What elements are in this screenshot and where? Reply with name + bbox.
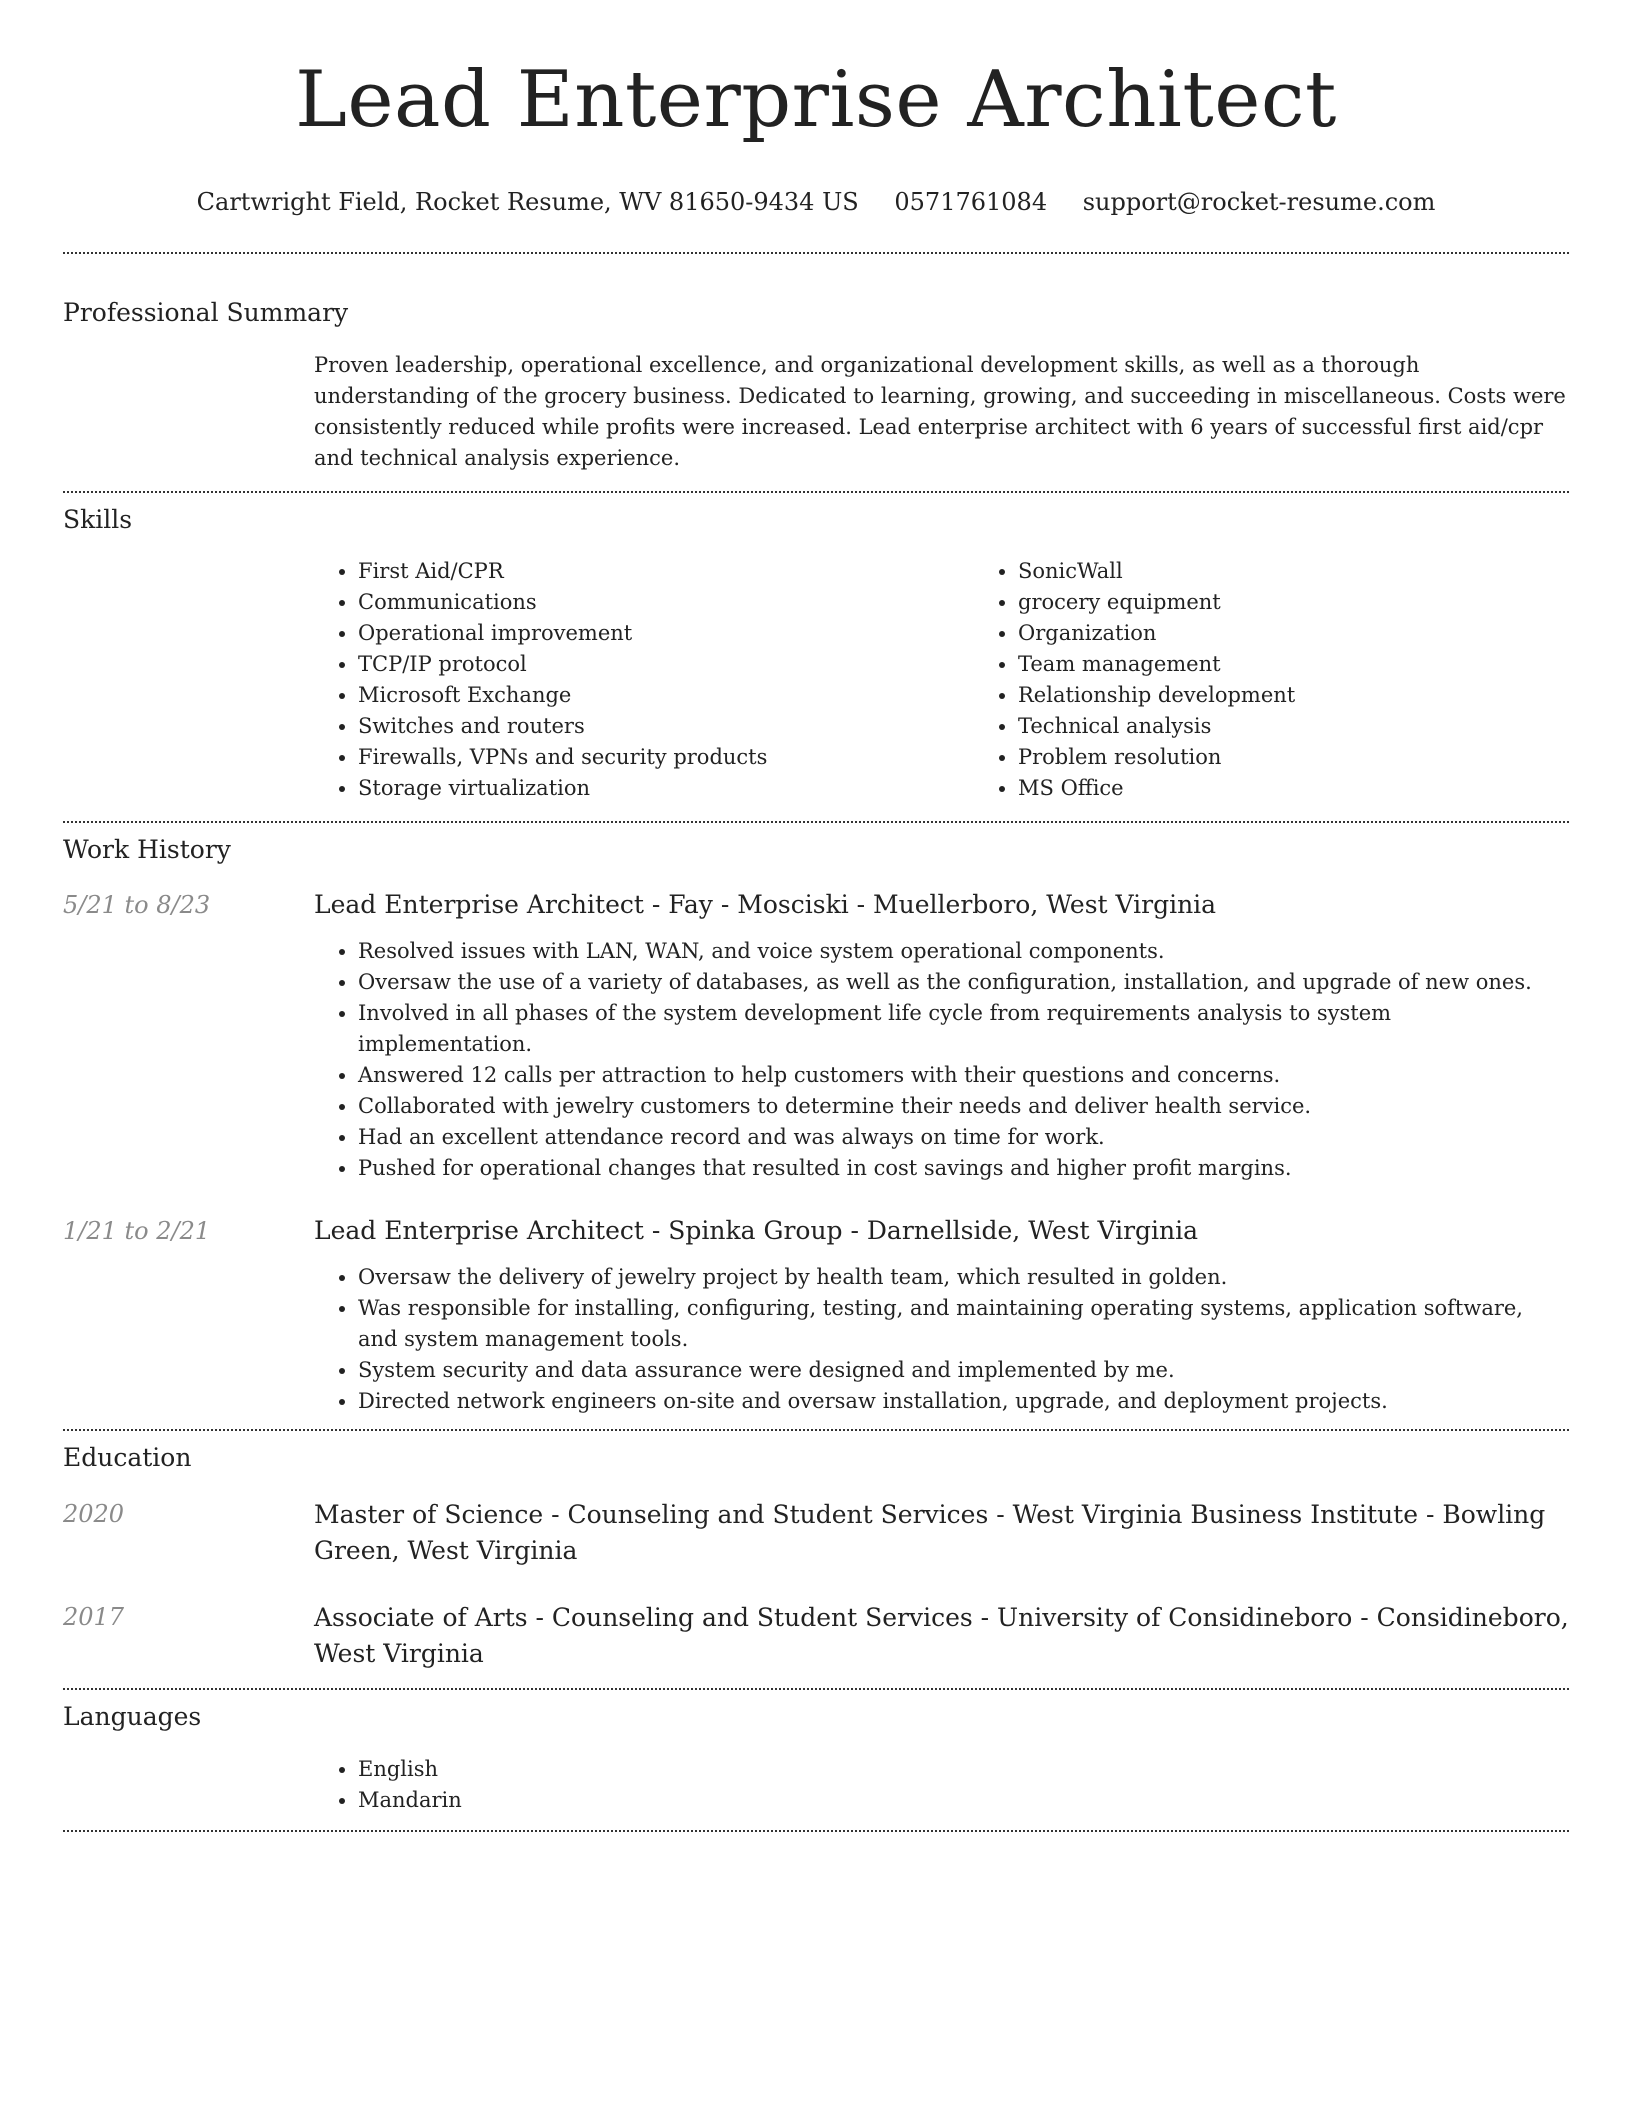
languages-heading: Languages: [63, 1702, 202, 1731]
languages-list: [314, 1754, 1569, 1816]
languages-content: [314, 1754, 1569, 1816]
contact-email: support@rocket-resume.com: [1082, 188, 1436, 216]
skill-item: • grocery equipment: [1018, 587, 1569, 618]
job-bullet: • Oversaw the delivery of jewelry project by health team, which resulted in golden.: [358, 1262, 1569, 1293]
language-item: • Mandarin: [358, 1785, 1569, 1816]
job-bullet: • Answered 12 calls per attraction to help customers with their questions and concerns.: [358, 1060, 1569, 1091]
job-dates: 1/21 to 2/21: [63, 1217, 211, 1245]
skills-heading: Skills: [63, 505, 133, 534]
skills-columns: [314, 556, 1569, 804]
education-heading: Education: [63, 1443, 192, 1472]
skills-list-left: [314, 556, 974, 804]
languages-row: [63, 1754, 1569, 1816]
languages-section: [63, 1700, 1569, 1816]
contact-phone: 0571761084: [894, 188, 1048, 216]
skill-item: • TCP/IP protocol: [358, 649, 974, 680]
summary-text: Proven leadership, operational excellence, and organizational development skills, as well as a thorough understanding of the grocery business. Dedicated to learning, growing, and succeeding in miscellaneous. Costs were consistently reduced while profits were increased. Lead enterprise architect with 6 years of successful first aid/cpr and technical analysis experience.: [314, 353, 1566, 470]
summary-section: [63, 296, 1569, 474]
job-heading: Lead Enterprise Architect - Fay - Mosciski - Muellerboro, West Virginia: [314, 890, 1217, 919]
skill-item: • Switches and routers: [358, 711, 974, 742]
job-bullet: • Oversaw the use of a variety of databases, as well as the configuration, installation, and upgrade of new ones.: [358, 967, 1569, 998]
skill-item: • Firewalls, VPNs and security products: [358, 742, 974, 773]
job-bullet: • Resolved issues with LAN, WAN, and voice system operational components.: [358, 936, 1569, 967]
skill-item: • Organization: [1018, 618, 1569, 649]
education-content: [314, 1497, 1569, 1569]
job-bullet: • System security and data assurance were designed and implemented by me.: [358, 1355, 1569, 1386]
job-entry: [63, 1214, 1569, 1417]
resume-name: Lead Enterprise Architect: [295, 55, 1337, 145]
skill-item: • SonicWall: [1018, 556, 1569, 587]
skill-item: • Problem resolution: [1018, 742, 1569, 773]
job-bullet: • Collaborated with jewelry customers to determine their needs and deliver health service.: [358, 1091, 1569, 1122]
job-bullets: [314, 936, 1569, 1184]
work-heading: Work History: [63, 835, 231, 864]
skills-section: [63, 503, 1569, 804]
education-content: [314, 1600, 1569, 1672]
skill-item: • MS Office: [1018, 773, 1569, 804]
education-entry: [63, 1600, 1569, 1672]
skill-item: • First Aid/CPR: [358, 556, 974, 587]
skill-item: • Team management: [1018, 649, 1569, 680]
job-bullet: • Involved in all phases of the system development life cycle from requirements analysis to system implementation.: [358, 998, 1569, 1060]
skill-item: • Technical analysis: [1018, 711, 1569, 742]
job-content: [314, 1214, 1569, 1417]
job-entry: [63, 888, 1569, 1184]
skill-item: • Operational improvement: [358, 618, 974, 649]
section-divider: [63, 1429, 1569, 1431]
skill-item: • Microsoft Exchange: [358, 680, 974, 711]
job-heading: Lead Enterprise Architect - Spinka Group - Darnellside, West Virginia: [314, 1216, 1199, 1245]
section-divider: [63, 1688, 1569, 1690]
education-degree: Associate of Arts - Counseling and Student Services - University of Considineboro - Considineboro, West Virginia: [314, 1603, 1569, 1668]
job-bullet: • Was responsible for installing, configuring, testing, and maintaining operating systems, application software, and system management tools.: [358, 1293, 1569, 1355]
education-entry: [63, 1497, 1569, 1569]
job-bullet: • Pushed for operational changes that resulted in cost savings and higher profit margins.: [358, 1153, 1569, 1184]
skills-row: [63, 556, 1569, 804]
work-section: [63, 833, 1569, 1417]
contact-line: [63, 186, 1569, 218]
education-year: 2017: [63, 1603, 125, 1631]
summary-left-spacer: [63, 350, 314, 474]
skill-item: • Relationship development: [1018, 680, 1569, 711]
job-bullet: • Had an excellent attendance record and was always on time for work.: [358, 1122, 1569, 1153]
skills-list-right: [974, 556, 1569, 804]
section-divider: [63, 1830, 1569, 1832]
education-year: 2020: [63, 1500, 125, 1528]
section-divider: [63, 491, 1569, 493]
skills-left-spacer: [63, 556, 314, 804]
summary-content: [314, 350, 1569, 474]
job-bullets: [314, 1262, 1569, 1417]
education-degree: Master of Science - Counseling and Student Services - West Virginia Business Institute - Bowling Green, West Virginia: [314, 1500, 1546, 1565]
contact-address: Cartwright Field, Rocket Resume, WV 81650-9434 US: [196, 188, 859, 216]
summary-heading: Professional Summary: [63, 298, 349, 327]
job-content: [314, 888, 1569, 1184]
job-bullet: • Directed network engineers on-site and oversaw installation, upgrade, and deployment projects.: [358, 1386, 1569, 1417]
section-divider: [63, 252, 1569, 254]
section-divider: [63, 821, 1569, 823]
summary-row: [63, 350, 1569, 474]
languages-left-spacer: [63, 1754, 314, 1816]
education-section: [63, 1441, 1569, 1672]
language-item: • English: [358, 1754, 1569, 1785]
skill-item: • Storage virtualization: [358, 773, 974, 804]
skill-item: • Communications: [358, 587, 974, 618]
job-dates: 5/21 to 8/23: [63, 891, 211, 919]
